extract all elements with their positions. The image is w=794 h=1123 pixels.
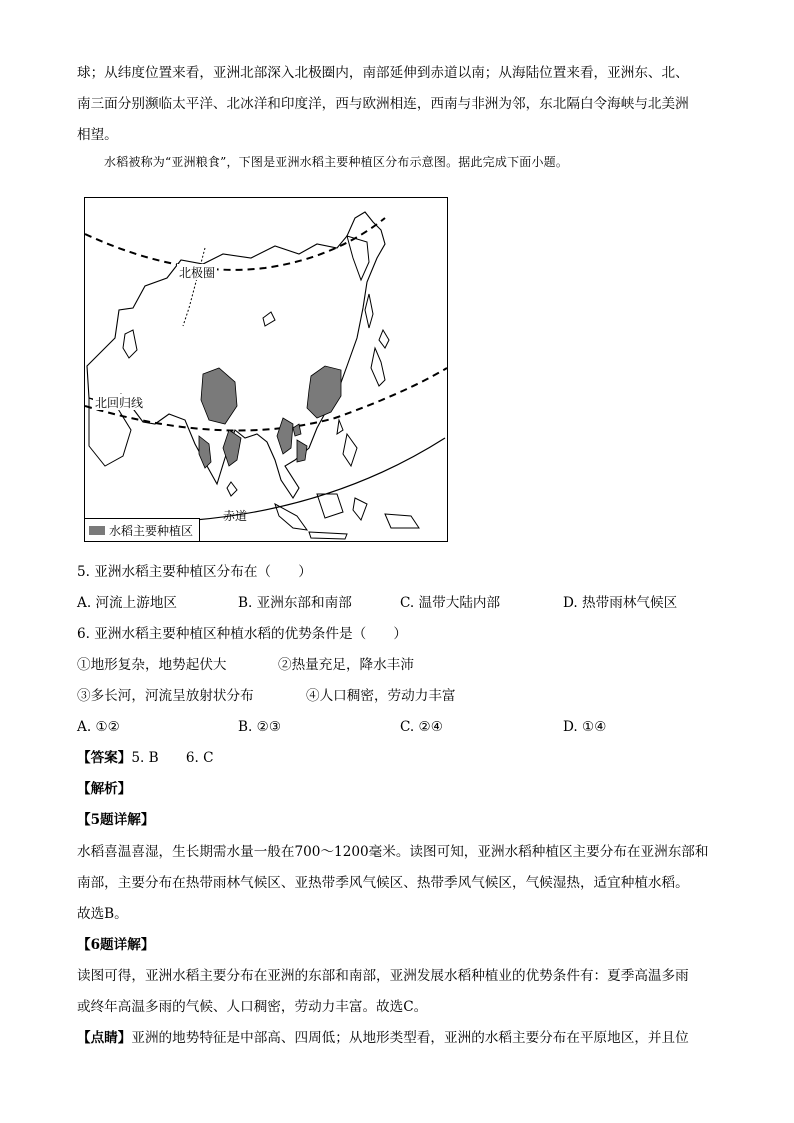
q6-detail-line-2: 或终年高温多雨的气候、人口稠密，劳动力丰富。故选C。 — [77, 999, 428, 1015]
legend-label: 水稻主要种植区 — [109, 523, 194, 538]
asia-rice-map — [84, 197, 448, 542]
q6-stem: 6. 亚洲水稻主要种植区种植水稻的优势条件是（ ） — [77, 626, 407, 642]
legend-swatch — [89, 526, 105, 535]
rice-area-india-west — [199, 436, 211, 468]
rice-area-india-north — [201, 368, 237, 424]
answer-line — [77, 748, 214, 768]
q5-option-b[interactable]: B. 亚洲东部和南部 — [238, 595, 352, 611]
new-guinea — [385, 514, 419, 528]
philippines — [343, 434, 357, 466]
sakhalin — [365, 294, 373, 328]
q5-detail-tag: 【5题详解】 — [77, 812, 155, 828]
kamchatka — [347, 236, 369, 280]
answer-text: 5. B 6. C — [131, 750, 214, 766]
java — [309, 532, 347, 539]
rice-area-india-east — [223, 430, 241, 466]
map-drawing — [85, 198, 447, 541]
rice-area-vietnam — [297, 440, 307, 462]
intro-line-2: 南三面分别濒临太平洋、北冰洋和印度洋，西与欧洲相连，西南与非洲为邻，东北隔白令海峡与北美洲 — [77, 96, 689, 112]
answer-tag: 【答案】 — [77, 750, 132, 766]
intro-line-3: 相望。 — [77, 127, 118, 143]
equator-label: 赤道 — [223, 509, 248, 523]
sulawesi — [353, 498, 367, 520]
tip-tag: 【点睛】 — [77, 1030, 132, 1046]
analysis-tag: 【解析】 — [77, 781, 132, 797]
lake-baikal — [263, 312, 275, 326]
q6-item-2: ②热量充足，降水丰沛 — [278, 657, 414, 673]
rice-area-china — [307, 366, 341, 418]
intro-line-1: 球；从纬度位置来看，亚洲北部深入北极圈内，南部延伸到赤道以南；从海陆位置来看，亚洲东、北、 — [77, 65, 689, 81]
q5-detail-line-3: 故选B。 — [77, 906, 128, 922]
q6-option-d[interactable]: D. ①④ — [563, 719, 607, 735]
rice-area-indochina — [277, 418, 293, 454]
q5-option-d[interactable]: D. 热带雨林气候区 — [563, 595, 678, 611]
map-legend — [85, 518, 200, 541]
q6-item-4: ④人口稠密，劳动力丰富 — [306, 688, 456, 704]
q5-detail-line-1: 水稻喜温喜湿，生长期需水量一般在700～1200毫米。读图可知，亚洲水稻种植区主要分布在亚洲东部和 — [77, 844, 709, 860]
tip-line — [77, 1028, 689, 1048]
q5-option-a[interactable]: A. 河流上游地区 — [77, 595, 178, 611]
q6-option-b[interactable]: B. ②③ — [238, 719, 282, 735]
q6-detail-line-1: 读图可得，亚洲水稻主要分布在亚洲的东部和南部，亚洲发展水稻种植业的优势条件有：夏季高温多雨 — [77, 968, 689, 984]
q6-option-c[interactable]: C. ②④ — [400, 719, 443, 735]
q5-detail-line-2: 南部，主要分布在热带雨林气候区、亚热带季风气候区、热带季风气候区，气候湿热，适宜种植水稻。 — [77, 875, 689, 891]
tropic-label: 北回归线 — [95, 396, 144, 410]
hokkaido — [379, 330, 389, 348]
q5-option-c[interactable]: C. 温带大陆内部 — [400, 595, 501, 611]
q6-item-1: ①地形复杂，地势起伏大 — [77, 657, 227, 673]
japan — [371, 348, 385, 386]
taiwan — [337, 420, 343, 434]
sri-lanka — [227, 482, 237, 496]
tip-text: 亚洲的地势特征是中部高、四周低；从地形类型看，亚洲的水稻主要分布在平原地区，并且位 — [131, 1030, 689, 1046]
q5-stem: 5. 亚洲水稻主要种植区分布在（ ） — [77, 564, 312, 580]
q6-item-3: ③多长河，河流呈放射状分布 — [77, 688, 254, 704]
q6-option-a[interactable]: A. ①② — [77, 719, 120, 735]
map-caption: 水稻被称为“亚洲粮食”，下图是亚洲水稻主要种植区分布示意图。据此完成下面小题。 — [104, 155, 569, 169]
ural-boundary — [183, 248, 205, 326]
sumatra — [275, 504, 307, 530]
arctic-label: 北极圈 — [179, 266, 216, 280]
borneo — [317, 494, 343, 518]
caspian-sea — [123, 330, 137, 358]
q6-detail-tag: 【6题详解】 — [77, 937, 155, 953]
